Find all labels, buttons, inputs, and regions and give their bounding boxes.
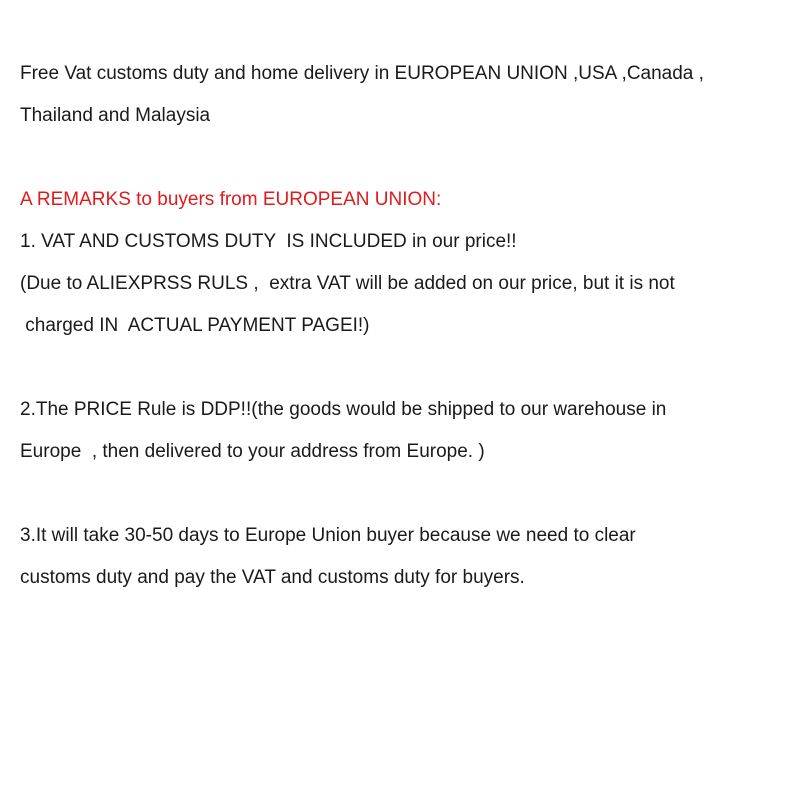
point-1-line-1: 1. VAT AND CUSTOMS DUTY IS INCLUDED in our price!! — [20, 231, 517, 252]
intro-line-2: Thailand and Malaysia — [20, 105, 211, 126]
remarks-heading: A REMARKS to buyers from EUROPEAN UNION: — [20, 189, 442, 210]
point-3-line-2: customs duty and pay the VAT and customs duty for buyers. — [20, 567, 525, 588]
point-3-line-1: 3.It will take 30-50 days to Europe Union buyer because we need to clear — [20, 525, 636, 546]
point-2-line-1: 2.The PRICE Rule is DDP!!(the goods would be shipped to our warehouse in — [20, 399, 667, 420]
point-1-line-2: (Due to ALIEXPRSS RULS , extra VAT will be added on our price, but it is not — [20, 273, 675, 294]
point-1-line-3: charged IN ACTUAL PAYMENT PAGEI!) — [20, 315, 370, 336]
intro-line-1: Free Vat customs duty and home delivery in EUROPEAN UNION ,USA ,Canada , — [20, 63, 704, 84]
point-2-line-2: Europe , then delivered to your address from Europe. ) — [20, 441, 485, 462]
